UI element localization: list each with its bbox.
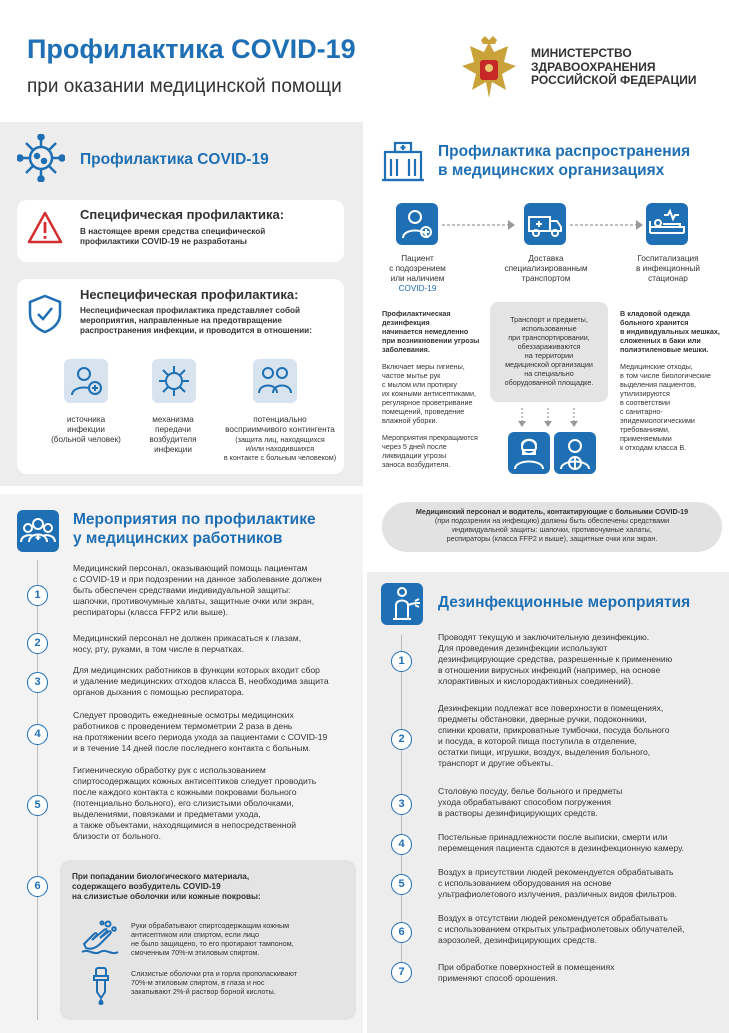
text-line: на протяжении всего периода ухода за пациентами с COVID-19 [73,732,328,742]
virus-icon [17,134,65,182]
spread-col2 [492,315,606,387]
target-contingent [205,415,355,462]
text-line: шапочки, противочумные халаты, защитные очки или экран, [73,596,315,606]
text-line: быть обеспечен средствами индивидуальной защиты: [73,585,291,595]
text-line: мероприятия, направленные на предотвращение [80,316,282,325]
hospital-bed-icon [646,203,688,245]
text-line: на территории [524,351,574,360]
text-line: стационар [648,274,688,283]
text-line: потенциально [253,415,307,424]
text-line: Доставка [528,254,564,263]
text-line: инфекции [67,425,105,434]
text-line: частое мытье рук [382,371,441,380]
ministry-name [531,47,696,88]
text-line: Для проведения дезинфекции используют [438,643,608,653]
staff-number-2: 2 [27,633,48,654]
text-line: требованиями, [620,425,670,434]
driver-icon [554,432,596,474]
text-line: Неспецифическая профилактика представляет собой [80,306,301,315]
text-line: дезинфекция [382,318,430,327]
text-line: респираторы (класса FFP2 и выше), защитные очки или экран. [446,534,658,543]
text-line: начинается немедленно [382,327,469,336]
text-line: обеззараживаются [517,342,581,351]
text-line: близости от больного. [73,831,161,841]
staff-section-title [73,510,316,548]
text-line: после каждого контакта с кожными покровами больного [73,787,297,797]
staff-number-4: 4 [27,724,48,745]
text-line: с COVID-19 и при подозрении на данное заболевание должен [73,574,322,584]
step-hospitalization [614,254,722,284]
ministry-emblem-icon [458,36,520,102]
bio-hands-text [131,921,351,957]
text-line: COVID-19 [398,284,437,293]
text-line: (потенциально больного), его слизистыми оболочками, [73,798,294,808]
text-line: влажной уборки. [382,416,438,425]
ambulance-icon [524,203,566,245]
flow-arrow-icon [440,218,516,230]
text-line: Транспорт и предметы, [510,315,588,324]
hand-wash-icon [78,918,120,958]
text-line: ультрафиолетового излучения, различных видов фильтров. [438,889,678,899]
text-line: ухода обрабатывают способом погружения [438,797,612,807]
text-line: на специально [524,369,574,378]
text-line: при возникновении угрозы [382,336,480,345]
text-line: Для медицинских работников в функции которых входит сбор [73,665,320,675]
text-line: в том числе биологические [620,371,711,380]
text-line: Пациент [401,254,434,263]
text-line: в контакте с больным человеком) [223,453,337,462]
text-line: заболевания. [382,345,430,354]
staff-item-2 [73,633,358,655]
disinfection-item-1 [438,632,723,687]
text-line: через 5 дней после [382,442,447,451]
disinfection-number-4: 4 [391,834,412,855]
down-arrows-icon [510,408,586,428]
disinfection-number-7: 7 [391,962,412,983]
text-line: с использованием открытых ультрафиолетовых облучателей, [438,924,685,934]
text-line: утилизируются [620,389,670,398]
disinfection-item-7 [438,962,726,984]
page-title: Профилактика COVID-19 [27,34,356,64]
bio-mucosa-text [131,969,351,996]
text-line: Медицинский персонал и водитель, контактирующие с больными COVID-19 [415,507,689,516]
disinfection-item-6 [438,913,726,946]
text-line: (больной человек) [51,435,121,444]
text-line: выделения пациентов, [620,380,697,389]
text-line: Медицинские отходы, [620,362,693,371]
text-line: Постельные принадлежности после выписки, смерти или [438,832,668,842]
ministry-line: ЗДРАВООХРАНЕНИЯ [531,59,656,74]
text-line: остатки пищи, игрушки, воздух, выделения больного, [438,747,651,757]
text-line: использованные [521,324,577,333]
text-line: восприимчивого контингента [225,425,335,434]
text-line: Включает меры гигиены, [382,362,465,371]
spread-col3 [620,309,728,452]
disinfection-number-5: 5 [391,874,412,895]
text-line: В кладовой одежда [620,309,690,318]
disinfection-number-3: 3 [391,794,412,815]
text-line: эпидемиологическими [620,416,695,425]
bio-title [72,872,261,902]
text-line: источника [66,415,106,424]
text-line: оборудованной площадке. [504,378,594,387]
text-line: на слизистые оболочки или кожные покровы: [72,892,261,901]
text-line: (при подозрении на инфекцию) должны быть обеспечены средствами [434,516,670,525]
text-line: в отношении вирусных инфекций (например, на основе [438,665,661,675]
text-line: с мылом или протирку [382,380,457,389]
hospital-icon [381,140,425,182]
text-line: Медицинский персонал, оказывающий помощь пациентам [73,563,308,573]
ministry-line: РОССИЙСКОЙ ФЕДЕРАЦИИ [531,73,697,87]
text-line: с использованием оборудования на основе [438,878,612,888]
title-line: Мероприятия по профилактике [73,511,316,528]
text-line: индивидуальной защиты: шапочки, противочумные халаты, [452,525,652,534]
target-mechanism [133,415,213,455]
text-line: перемещения пациента сдаются в дезинфекционную камеру. [438,843,684,853]
text-line: профилактики COVID-19 не разработаны [80,237,247,246]
infection-source-icon [64,359,108,403]
text-line: смоченным 70%-м этиловым спиртом. [131,948,260,957]
text-line: Дезинфекции подлежат все поверхности в помещениях, [438,703,664,713]
flow-arrow-icon [568,218,644,230]
text-line: Следует проводить ежедневные осмотры медицинских [73,710,294,720]
text-line: респираторы (класса FFP2 или выше). [73,607,228,617]
staff-item-4 [73,710,361,754]
staff-timeline [37,560,38,1020]
text-line: регулярное проветривание [382,398,473,407]
text-line: в инфекционный [636,264,700,273]
text-line: При попадании биологического материала, [72,872,250,881]
text-line: Госпитализация [637,254,699,263]
patient-icon [396,203,438,245]
staff-number-3: 3 [27,672,48,693]
text-line: в соответствии [620,398,671,407]
staff-group-icon [17,510,59,552]
text-line: специализированным [504,264,588,273]
text-line: Воздух в отсутствии людей рекомендуется обрабатывать [438,913,668,923]
covid-section-title: Профилактика COVID-19 [80,151,269,168]
text-line: (защита лиц, находящихся [235,435,325,444]
text-line: и/или находившихся [245,444,315,453]
dropper-icon [84,966,118,1006]
text-line: к отходам класса В. [620,443,687,452]
shield-check-icon [27,294,63,334]
text-line: В настоящее время средства специфической [80,227,266,236]
target-source [36,415,136,445]
transmission-icon [152,359,196,403]
text-line: Столовую посуду, белье больного и предметы [438,786,623,796]
text-line: при транспортировании, [508,333,590,342]
disinfection-item-3 [438,786,723,819]
text-line: спинки кровати, прикроватные тумбочки, посуда больного [438,725,670,735]
text-line: При обработке поверхностей в помещениях [438,962,615,972]
text-line: и в течение 14 дней после последнего контакта с больным. [73,743,311,753]
text-line: выделениями, повязками и предметами ухода, [73,809,261,819]
title-line: в медицинских организациях [438,162,665,179]
warning-icon [27,211,63,245]
text-line: Мероприятия прекращаются [382,433,478,442]
text-line: антисептиком или спиртом, если лицо [131,930,259,939]
text-line: а также объектами, находящимися в непосредственной [73,820,297,830]
text-line: Воздух в присутствии людей рекомендуется обрабатывать [438,867,674,877]
disinfection-item-5 [438,867,726,900]
disinfection-number-6: 6 [391,922,412,943]
text-line: содержащего возбудитель COVID-19 [72,882,221,891]
disinfection-number-1: 1 [391,651,412,672]
step-transport [490,254,602,284]
susceptible-group-icon [253,359,297,403]
text-line: органов дыхания с помощью респиратора. [73,687,244,697]
specific-text [80,227,265,247]
specific-title: Специфическая профилактика: [80,207,285,222]
text-line: закапывают 2%-й раствор борной кислоты. [131,987,276,996]
text-line: применяют способ орошения. [438,973,558,983]
text-line: возбудителя [149,435,197,444]
text-line: механизма [152,415,194,424]
text-line: Руки обрабатывают спиртсодержащим кожным [131,921,290,930]
spray-disinfection-icon [381,583,423,625]
staff-number-5: 5 [27,795,48,816]
title-line: у медицинских работников [73,530,283,547]
text-line: в индивидуальных мешках, [620,327,720,336]
text-line: транспортом [521,274,571,283]
text-line: Медицинский персонал не должен прикасаться к глазам, [73,633,302,643]
text-line: Проводят текущую и заключительную дезинфекцию. [438,632,650,642]
step-patient [365,254,470,294]
text-line: Слизистые оболочки рта и горла прополаскивают [131,969,298,978]
disinfection-item-4 [438,832,726,854]
text-line: передачи [155,425,191,434]
text-line: транспорт и другие объекты. [438,758,554,768]
text-line: дезинфицирующие средства, разрешенные к применению [438,654,673,664]
text-line: медицинской организации [505,360,593,369]
staff-item-5 [73,765,358,842]
disinfection-number-2: 2 [391,729,412,750]
medic-icon [508,432,550,474]
ppe-note [386,507,718,543]
title-line: Профилактика распространения [438,143,691,160]
text-line: или наличием [390,274,445,283]
text-line: и удаление медицинских отходов класса В, необходима защита [73,676,329,686]
text-line: хлорактивных и кислородактивных соединений). [438,676,634,686]
ministry-line: МИНИСТЕРСТВО [531,46,632,60]
staff-item-3 [73,665,358,698]
text-line: с подозрением [389,264,446,273]
text-line: 70%-м этиловым спиртом, в глаза и нос [131,978,265,987]
disinfection-section-title: Дезинфекционные мероприятия [438,594,691,611]
text-line: распространения инфекции, и проводится в отношении: [80,326,312,335]
text-line: полиэтиленовые мешки. [620,345,709,354]
text-line: заноса возбудителя. [382,460,451,469]
text-line: не было защищено, то его протирают тампоном, [131,939,294,948]
text-line: Профилактическая [382,309,451,318]
text-line: работников с проведением термометрии 2 раза в день [73,721,293,731]
spread-col1 [382,309,494,469]
text-line: инфекции [154,445,192,454]
text-line: аэрозолей, дезинфицирующих средств. [438,935,597,945]
text-line: предметы обстановки, дверные ручки, подоконники, [438,714,647,724]
text-line: Гигиеническую обработку рук с использованием [73,765,266,775]
text-line: сложенных в баки или [620,336,701,345]
text-line: с санитарно- [620,407,663,416]
nonspecific-title: Неспецифическая профилактика: [80,287,299,302]
staff-number-1: 1 [27,585,48,606]
text-line: спиртосодержащих кожных антисептиков следует проводить [73,776,317,786]
staff-item-1 [73,563,358,618]
text-line: в растворы дезинфицирующих средств. [438,808,598,818]
text-line: и посуда, в которой пища поступила в отделение, [438,736,637,746]
text-line: ликвидации угрозы [382,451,447,460]
text-line: помещений, проведение [382,407,465,416]
spread-section-title [438,142,690,180]
disinfection-item-2 [438,703,723,769]
text-line: их кожными антисептиками, [382,389,476,398]
text-line: применяемыми [620,434,672,443]
text-line: носу, рту, руками, в том числе в перчатках. [73,644,245,654]
nonspecific-text [80,306,312,336]
page-subtitle: при оказании медицинской помощи [27,76,342,97]
staff-number-6: 6 [27,876,48,897]
text-line: больного хранится [620,318,689,327]
